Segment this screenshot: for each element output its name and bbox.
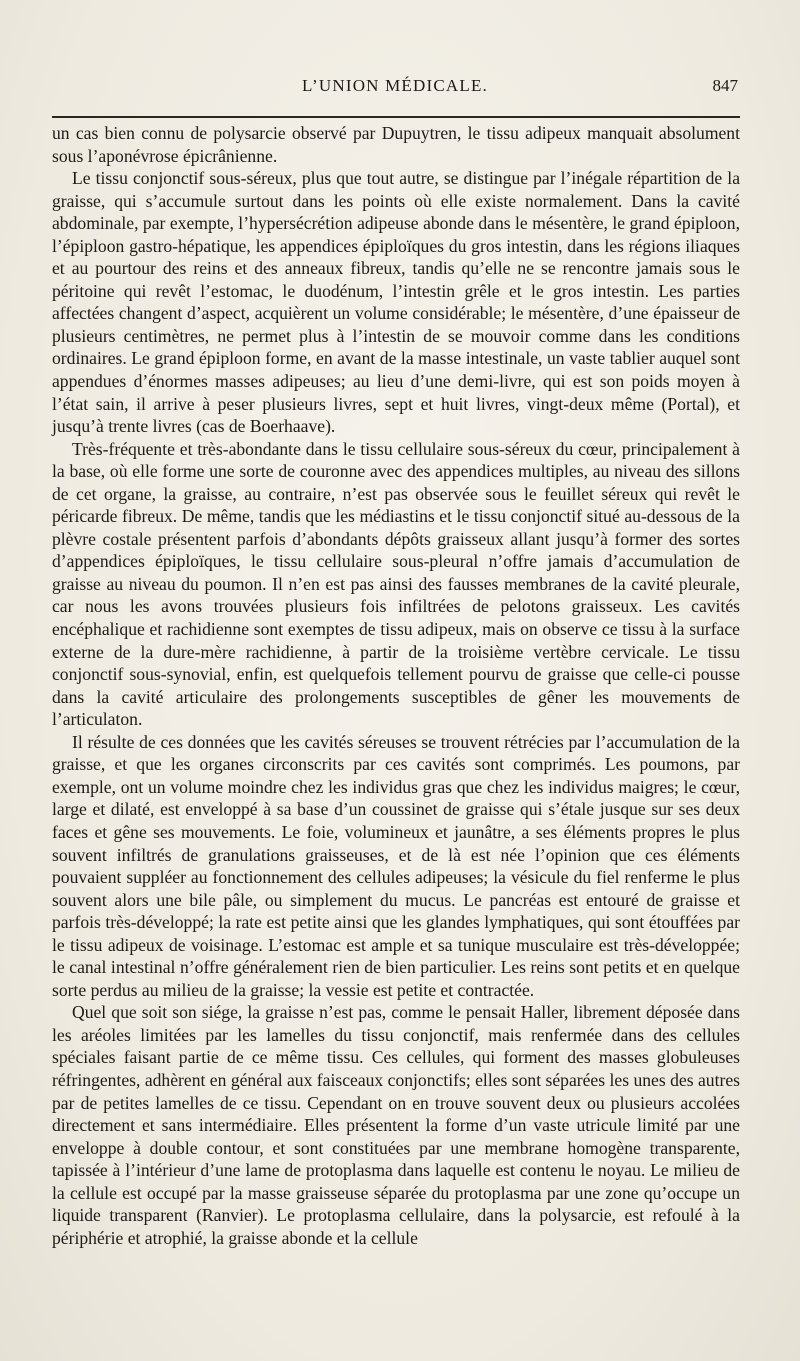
paragraph: Le tissu conjonctif sous-séreux, plus que tout autre, se distingue par l’inégale répartition de la graisse, qui s’accumule surtout dans les points où elle existe normalement. Dans la cavité abdominale, par exempte, l’hypersécrétion adipeuse abonde dans le mésentère, le grand épiploon, l’épiploon gastro-hépatique, les appendices épiploïques du gros intestin, dans les régions iliaques et au pourtour des reins et des anneaux fibreux, tandis qu’elle ne se rencontre jamais sous le péritoine qui revêt l’estomac, le duodénum, l’intestin grêle et le gros intestin. Les parties affectées changent d’aspect, acquièrent un volume considérable; le mésentère, d’une épaisseur de plusieurs centimètres, ne permet plus à l’intestin de se mouvoir comme dans les conditions ordinaires. Le grand épiploon forme, en avant de la masse intestinale, un vaste tablier auquel sont appendues d’énormes masses adipeuses; au lieu d’une demi-livre, qui est son poids moyen à l’état sain, il arrive à peser plusieurs livres, sept et huit livres, vingt-deux même (Portal), et jusqu’à trente livres (cas de Boerhaave). — [52, 168, 740, 437]
paragraph: Il résulte de ces données que les cavités séreuses se trouvent rétrécies par l’accumulation de la graisse, et que les organes circonscrits par ces cavités sont comprimés. Les poumons, par exemple, ont un volume moindre chez les individus gras que chez les individus maigres; le cœur, large et dilaté, est enveloppé à sa base d’un coussinet de graisse qui s’étale jusque sur ses deux faces et gêne ses mouvements. Le foie, volumineux et jaunâtre, a ses éléments propres le plus souvent infiltrés de granulations graisseuses, et de là est née l’opinion que ces éléments pouvaient suppléer au fonctionnement des cellules adipeuses; la vésicule du fiel renferme le plus souvent alors une bile pâle, ou simplement du mucus. Le pancréas est entouré de graisse et parfois très-développé; la rate est petite ainsi que les glandes lymphatiques, qui sont étouffées par le tissu adipeux de voisinage. L’estomac est ample et sa tunique musculaire est très-développée; le canal intestinal n’offre généralement rien de bien particulier. Les reins sont petits et en quelque sorte perdus au milieu de la graisse; la vessie est petite et contractée. — [52, 731, 740, 1000]
running-title: L’UNION MÉDICALE. — [302, 76, 488, 95]
paragraph-continued: un cas bien connu de polysarcie observé par Dupuytren, le tissu adipeux manquait absolument sous l’aponévrose épicrânienne. — [52, 123, 740, 166]
body-text — [52, 122, 740, 1249]
page-number: 847 — [712, 76, 738, 95]
paragraph: Quel que soit son siége, la graisse n’est pas, comme le pensait Haller, librement déposée dans les aréoles limitées par les lamelles du tissu conjonctif, mais renfermée dans des cellules spéciales faisant partie de ce même tissu. Ces cellules, qui forment des masses globuleuses réfringentes, adhèrent en général aux faisceaux conjonctifs; elles sont séparées les unes des autres par de petites lamelles de ce tissu. Cependant on en trouve souvent deux ou plusieurs accolées directement et sans intermédiaire. Elles présentent la forme d’un vaste utricule limité par une enveloppe à double contour, et sont constituées par une membrane homogène transparente, tapissée à l’intérieur d’une lame de protoplasma dans laquelle est contenu le noyau. Le milieu de la cellule est occupé par la masse graisseuse séparée du protoplasma par une zone qu’occupe un liquide transparent (Ranvier). Le protoplasma cellulaire, dans la polysarcie, est refoulé à la périphérie et atrophié, la graisse abonde et la cellule — [52, 1002, 740, 1248]
paragraph: Très-fréquente et très-abondante dans le tissu cellulaire sous-séreux du cœur, principalement à la base, où elle forme une sorte de couronne avec des appendices multiples, au niveau des sillons de cet organe, la graisse, au contraire, n’est pas observée sous le feuillet séreux qui revêt le péricarde fibreux. De même, tandis que les médiastins et le tissu conjonctif situé au-dessous de la plèvre costale présentent parfois d’abondants dépôts graisseux allant jusqu’à former des sortes d’appendices épiploïques, le tissu cellulaire sous-pleural n’offre jamais d’accumulation de graisse au niveau du poumon. Il n’en est pas ainsi des fausses membranes de la cavité pleurale, car nous les avons trouvées plusieurs fois infiltrées de pelotons graisseux. Les cavités encéphalique et rachidienne sont exemptes de tissu adipeux, mais on observe ce tissu à la surface externe de la dure-mère rachidienne, à partir de la troisième vertèbre cervicale. Le tissu conjonctif sous-synovial, enfin, est quelquefois tellement pourvu de graisse que celle-ci pousse dans la cavité articulaire des prolongements susceptibles de gêner les mouvements de l’articulaton. — [52, 438, 740, 730]
header-rule — [52, 116, 740, 118]
page-header — [52, 76, 738, 102]
